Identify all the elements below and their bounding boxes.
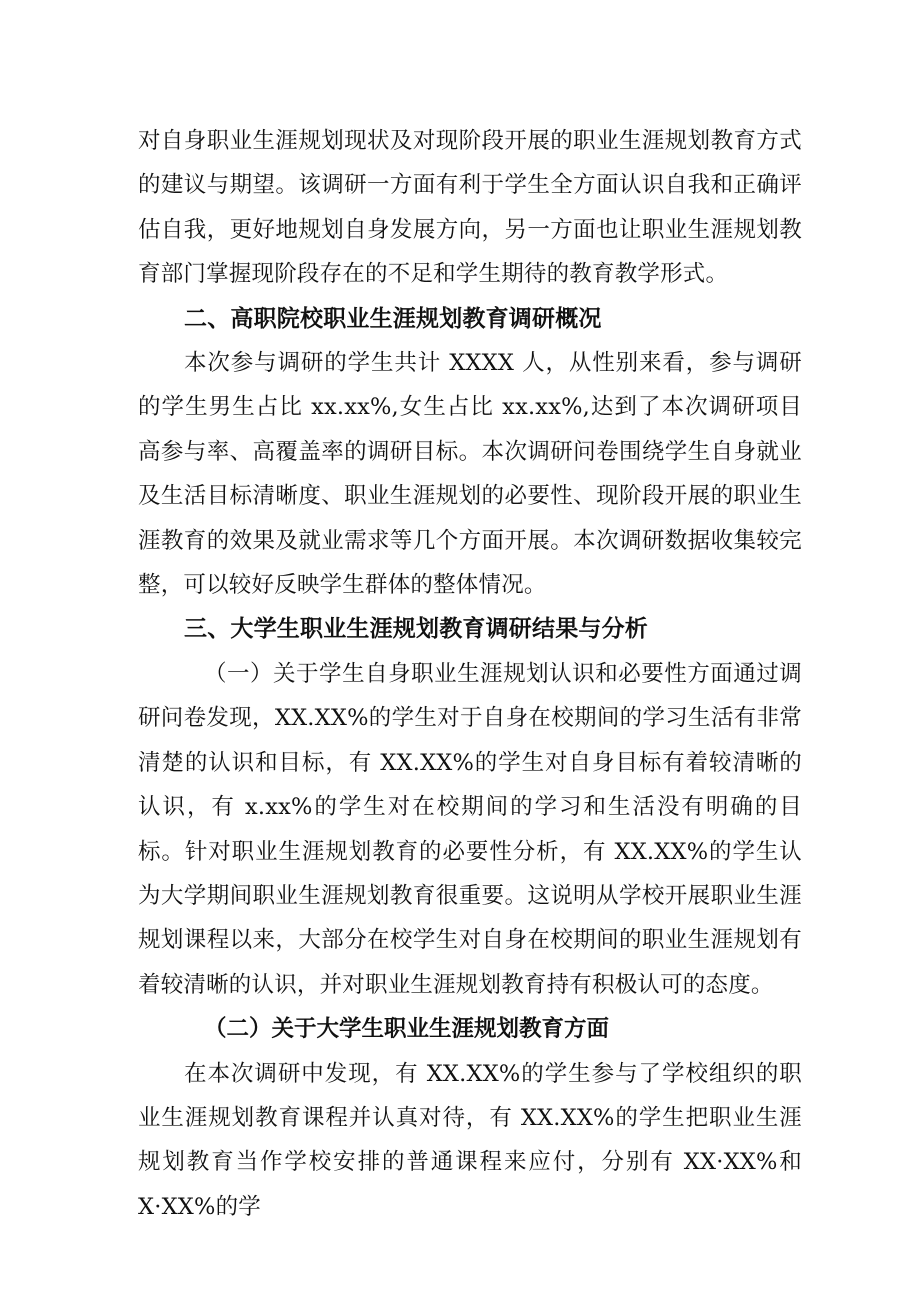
findings-paragraph-2: 在本次调研中发现，有 XX.XX%的学生参与了学校组织的职业生涯规划教育课程并认真对待，有 XX.XX%的学生把职业生涯规划教育当作学校安排的普通课程来应付，分别有 XX·XX%和 X·XX%的学: [138, 1060, 802, 1220]
findings-paragraph-1: （一）关于学生自身职业生涯规划认识和必要性方面通过调研问卷发现，XX.XX%的学生对于自身在校期间的学习生活有非常清楚的认识和目标，有 XX.XX%的学生对自身目标有着较清晰的认识，有 x.xx%的学生对在校期间的学习和生活没有明确的目标。针对职业生涯规划教育的必要性分析，有 XX.XX%的学生认为大学期间职业生涯规划教育很重要。这说明从学校开展职业生涯规划课程以来，大部分在校学生对自身在校期间的职业生涯规划有着较清晰的认识，并对职业生涯规划教育持有积极认可的态度。: [138, 660, 802, 998]
overview-paragraph: 本次参与调研的学生共计 XXXX 人，从性别来看，参与调研的学生男生占比 xx.xx%,女生占比 xx.xx%,达到了本次调研项目高参与率、高覆盖率的调研目标。本次调研问卷围绕学生自身就业及生活目标清晰度、职业生涯规划的必要性、现阶段开展的职业生涯教育的效果及就业需求等几个方面开展。本次调研数据收集较完整，可以较好反映学生群体的整体情况。: [138, 350, 802, 599]
subsection-heading-2: （二）关于大学生职业生涯规划教育方面: [204, 1016, 610, 1043]
document-page: [138, 119, 802, 1229]
section-heading-2: 二、高职院校职业生涯规划教育调研概况: [184, 305, 602, 332]
section-heading-3: 三、大学生职业生涯规划教育调研结果与分析: [184, 616, 648, 643]
continuation-paragraph: 对自身职业生涯规划现状及对现阶段开展的职业生涯规划教育方式的建议与期望。该调研一方面有利于学生全方面认识自我和正确评估自我，更好地规划自身发展方向，另一方面也让职业生涯规划教育部门掌握现阶段存在的不足和学生期待的教育教学形式。: [138, 128, 802, 288]
